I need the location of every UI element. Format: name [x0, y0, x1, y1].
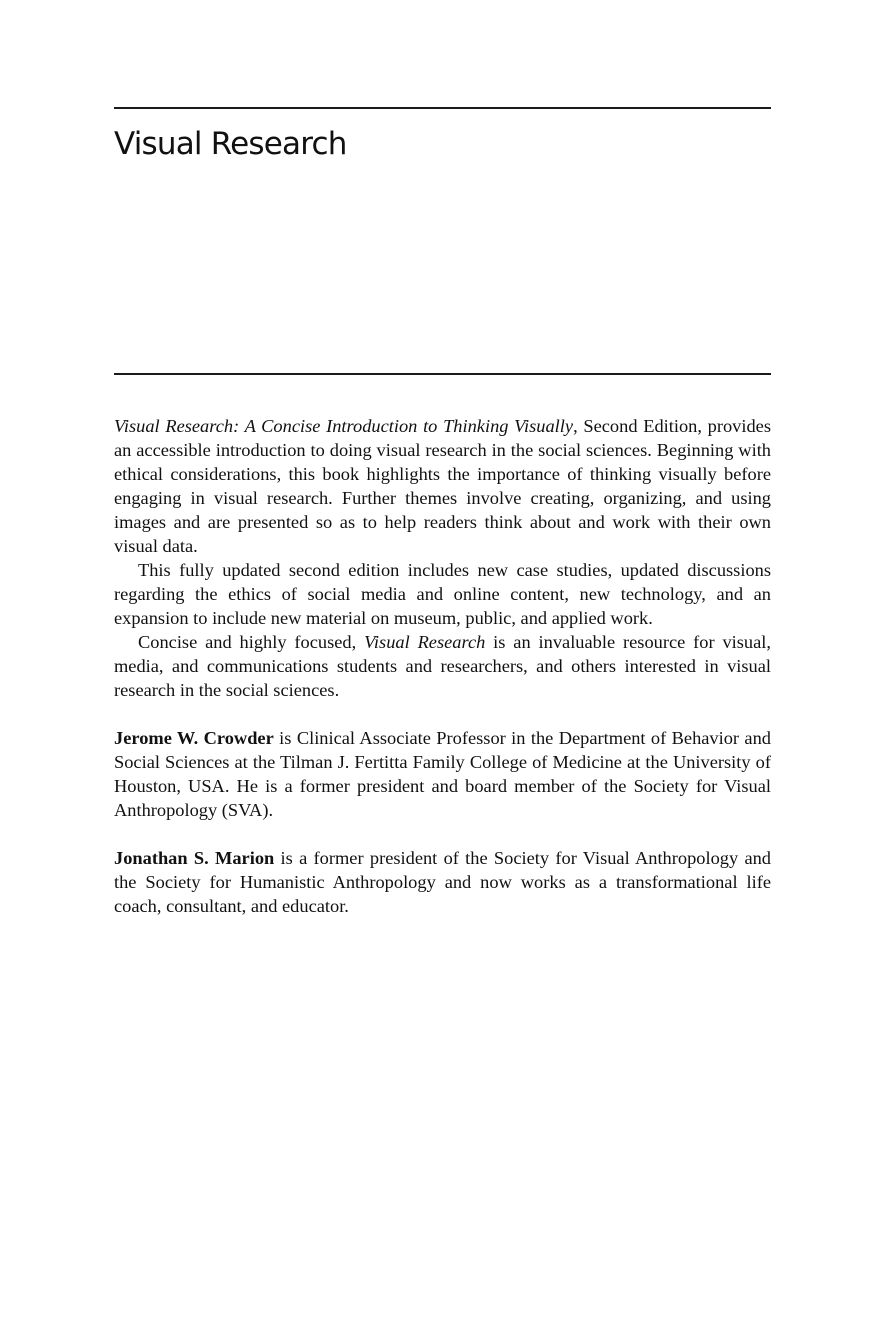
top-rule [114, 107, 771, 109]
description-text-3b: is an invaluable resource for visual, media, and communications students and researchers, and others interested in visual research in the social sciences. [114, 632, 771, 700]
description-text-3a: Concise and highly focused, [138, 632, 365, 652]
author-bio-text: is a former president of the Society for Visual Anthropology and the Society for Humanistic Anthropology and now works as a transformational life coach, consultant, and educator. [114, 848, 771, 916]
page-title: Visual Research [114, 126, 347, 162]
book-title-italic-short: Visual Research [364, 632, 486, 652]
author-bio-marion [114, 846, 771, 918]
author-name: Jerome W. Crowder [114, 728, 274, 748]
book-title-italic: Visual Research: A Concise Introduction to Thinking Visually [114, 416, 574, 436]
book-description [114, 414, 771, 918]
bottom-rule [114, 373, 771, 375]
author-name: Jonathan S. Marion [114, 848, 275, 868]
description-paragraph-1 [114, 414, 771, 558]
description-paragraph-2 [114, 558, 771, 630]
description-paragraph-3 [114, 630, 771, 702]
description-text-2: This fully updated second edition includes new case studies, updated discussions regarding the ethics of social media and online content, new technology, and an expansion to include new material on museum, public, and applied work. [114, 560, 771, 628]
author-bio-text: is Clinical Associate Professor in the Department of Behavior and Social Sciences at the Tilman J. Fertitta Family College of Medicine at the University of Houston, USA. He is a former president and board member of the Society for Visual Anthropology (SVA). [114, 728, 771, 820]
author-bio-crowder [114, 726, 771, 822]
description-text-1: , Second Edition, provides an accessible introduction to doing visual research in the social sciences. Beginning with ethical considerations, this book highlights the importance of thinking visually before engaging in visual research. Further themes involve creating, organizing, and using images and are presented so as to help readers think about and work with their own visual data. [114, 416, 771, 556]
